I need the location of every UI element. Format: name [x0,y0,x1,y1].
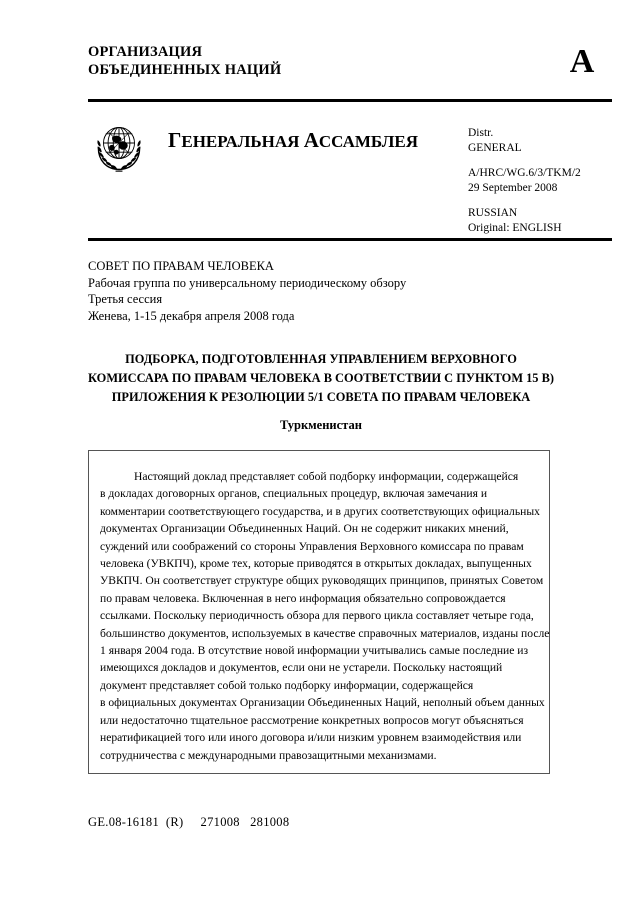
language-group [468,206,581,235]
document-symbol: A/HRC/WG.6/3/TKM/2 [468,167,581,179]
abstract-line: большинство документов, используемых в качестве справочных материалов, изданы после [100,626,550,640]
abstract-line: ссылками. Поскольку периодичность обзора для первого цикла составляет четыре года, [100,609,534,623]
council-block [88,258,558,324]
document-symbol-letter: A [569,43,595,80]
abstract-line: документ представляет собой только подборку информации, содержащейся [100,678,474,692]
document-title-line-3: ПРИЛОЖЕНИЯ К РЕЗОЛЮЦИИ 5/1 СОВЕТА ПО ПРАВАМ ЧЕЛОВЕКА [111,390,531,404]
session-venue-date: Женева, 1-15 декабря апреля 2008 года [88,308,295,323]
organization-name-line-1: ОРГАНИЗАЦИЯ [88,44,203,60]
organization-name [88,44,552,79]
document-title-line-2: КОМИССАРА ПО ПРАВАМ ЧЕЛОВЕКА В СООТВЕТСТВИИ С ПУНКТОМ 15 В) [88,371,554,385]
document-original-language: Original: ENGLISH [468,221,562,234]
document-language: RUSSIAN [468,207,518,219]
ga-title-part-1: Г [168,128,182,152]
document-date: 29 September 2008 [468,181,558,194]
distribution-block [468,126,581,235]
footer-job-number: GE.08-16181 (R) 271008 281008 [88,815,290,829]
abstract-line: сотрудничества с международными правозащитными механизмами. [100,748,437,762]
symbol-group [468,166,581,195]
abstract-line: имеющихся докладов и документов, если они не устарели. Поскольку настоящий [100,661,503,675]
abstract-line: Настоящий доклад представляет собой подборку информации, содержащейся [134,470,519,483]
abstract-line: или недостаточно тщательное рассмотрение конкретных вопросов могут объясняться [100,713,524,727]
un-emblem [90,120,148,174]
abstract-line: суждений или соображений со стороны Управления Верховного комиссара по правам [100,539,524,553]
council-name: СОВЕТ ПО ПРАВАМ ЧЕЛОВЕКА [88,259,274,273]
organization-masthead [88,44,552,79]
document-symbol-letter-container [552,44,612,80]
distribution-label: Distr. [468,127,494,139]
abstract-line: по правам человека. Включенная в него информация обязательно сопровождается [100,591,506,605]
session-number: Третья сессия [88,292,163,306]
abstract-line: 1 января 2004 года. В отсутствие новой информации учитывались самые последние из [100,644,529,658]
abstract-line: в докладах договорных органов, специальных процедур, включая замечания и [100,487,488,501]
general-assembly-title [168,128,418,154]
distribution-group [468,126,581,155]
distribution-value: GENERAL [468,141,522,154]
abstract-line: комментарии соответствующего государства, и в других соответствующих официальных [100,504,540,518]
organization-name-line-2: ОБЪЕДИНЕННЫХ НАЦИЙ [88,61,282,78]
abstract-line: человека (УВКПЧ), кроме тех, которые приводятся в открытых докладах, выпущенных [100,557,532,571]
abstract-line: УВКПЧ. Он соответствует структуре общих руководящих принципов, принятых Советом [100,574,544,588]
masthead-divider-top [88,99,612,102]
masthead-divider-bottom [88,238,612,241]
abstract-line: документах Организации Объединенных Наций. Он не содержит никаких мнений, [100,522,509,536]
abstract-line: нератификацией того или иного договора и/или низким уровнем взаимодействия или [100,731,522,745]
document-title [88,350,554,407]
document-title-line-1: ПОДБОРКА, ПОДГОТОВЛЕННАЯ УПРАВЛЕНИЕМ ВЕРХОВНОГО [125,352,517,366]
ga-title-part-4: ССАМБЛЕЯ [318,132,419,151]
country-name: Туркменистан [280,418,362,432]
ga-title-part-3: А [303,128,319,152]
abstract-line: в официальных документах Организации Объединенных Наций, неполный объем данных [100,696,545,710]
abstract-text [100,468,550,764]
ga-title-part-2: ЕНЕРАЛЬНАЯ [181,132,304,151]
working-group-name: Рабочая группа по универсальному периодическому обзору [88,275,407,290]
